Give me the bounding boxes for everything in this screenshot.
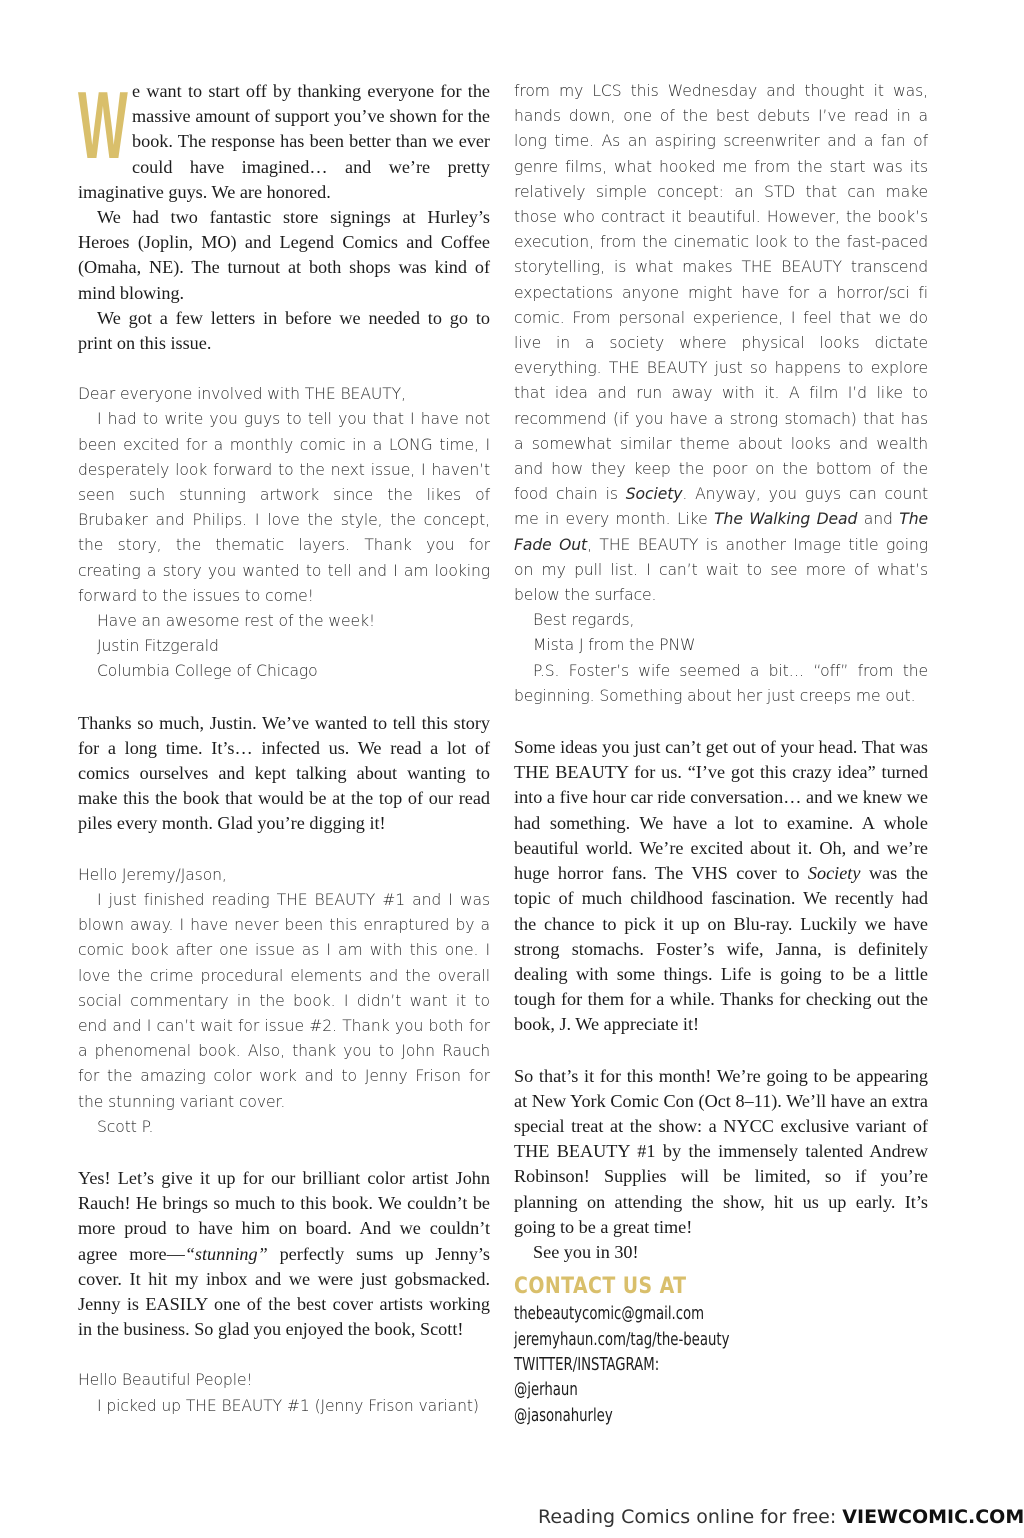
footer-text: Reading Comics online for free: — [538, 1506, 843, 1528]
contact-website: jeremyhaun.com/tag/the-beauty — [514, 1328, 730, 1350]
right-column — [514, 79, 928, 1428]
closing-paragraph: So that’s it for this month! We’re going to be appearing at New York Comic Con (Oct 8–11). We’ll have an extra special treat at the show: a NYCC exclusive variant of THE BEAUTY #1 by the immensely talented Andrew Robinson! Supplies will be limited, so if you’re planning on attending the show, hit us up early. It’s going to be a great time! — [514, 1065, 928, 1237]
letter-mista-j-start — [78, 1368, 490, 1418]
letter-salutation: Dear everyone involved with THE BEAUTY, — [78, 385, 406, 404]
letter-salutation: Hello Beautiful People! — [78, 1371, 253, 1390]
letter-justin — [78, 382, 490, 684]
intro-paragraph — [78, 72, 490, 205]
letter-salutation: Hello Jeremy/Jason, — [78, 865, 227, 884]
letter-mista-j-cont — [514, 79, 928, 709]
letter-body-start: I picked up THE BEAUTY #1 (Jenny Frison variant) — [97, 1396, 479, 1415]
contact-section — [514, 1273, 928, 1428]
intro-p1: e want to start off by thanking everyone for the massive amount of support you’ve shown for the book. The response has been better than we ever could have imagined… and we’re pretty imaginative guys. We are honored. — [78, 81, 490, 202]
closing-signoff: See you in 30! — [533, 1241, 639, 1262]
footer-brand: VIEWCOMIC.COM — [842, 1506, 1024, 1528]
letter-body: I just finished reading THE BEAUTY #1 and I was blown away. I have never been this enraptured by a comic book after one issue as I am with this one. I love the crime procedural elements and the overall social commentary in the book. I didn’t want it to end and I can’t wait for issue #2. Thank you both for a phenomenal book. Also, thank you to John Rauch for the amazing color work and to Jenny Frison for the stunning variant cover. — [78, 890, 490, 1111]
intro-p2: We had two fantastic store signings at Hurley’s Heroes (Joplin, MO) and Legend Comics and Coffee (Omaha, NE). The turnout at both shops was kind of mind blowing. — [78, 207, 490, 303]
contact-handle-jerhaun: @jerhaun — [514, 1379, 578, 1401]
letter-signature-affiliation: Columbia College of Chicago — [97, 662, 318, 681]
drop-cap: W — [78, 72, 128, 179]
contact-email: thebeautycomic@gmail.com — [514, 1303, 705, 1325]
reply-mista-j: Some ideas you just can’t get out of your head. That was THE BEAUTY for us. “I’ve got this crazy idea” turned into a five hour car ride conversation… and we knew we had something. We have a lot to examine. A whole beautiful world. We’re excited about it. Oh, and we’re huge horror fans. The VHS cover to Society was the topic of much childhood fascination. We recently had the chance to pick it up on Blu-ray. Luckily we have strong stomachs. Foster’s wife, Janna, is definitely dealing with some things. Life is going to be a little tough for them for a while. Thanks for checking out the book, J. We appreciate it! — [514, 737, 928, 1035]
intro-p3: We got a few letters in before we needed to go to print on this issue. — [78, 307, 490, 354]
letter-body: I had to write you guys to tell you that I have not been excited for a monthly comic in a LONG time, I desperately look forward to the next issue, I haven’t seen such stunning artwork since the likes of Brubaker and Philips. I love the style, the concept, the story, the thematic layers. Thank you for creating a story you wanted to tell and I am looking forward to the issues to come! — [78, 410, 490, 605]
reply-scott: Yes! Let’s give it up for our brilliant color artist John Rauch! He brings so much to this book. We couldn’t be more proud to have him on board. And we couldn’t agree more—“stunning” perfectly sums up Jenny’s cover. It hit my inbox and we were just gobsmacked. Jenny is EASILY one of the best cover artists working in the business. So glad you enjoyed the book, Scott! — [78, 1167, 490, 1340]
letter-body-cont: from my LCS this Wednesday and thought it was, hands down, one of the best debuts I’ve read in a long time. As an aspiring screenwriter and a fan of genre films, what hooked me from the start was its relatively simple concept: an STD that can make those who contract it beautiful. However, the book’s execution, from the cinematic look to the fast-paced storytelling, is what makes THE BEAUTY transcend expectations anyone might have for a horror/sci fi comic. From personal experience, I feel that we do live in a society where physical looks dictate everything. THE BEAUTY just so happens to explore that idea and run away with it. A film I’d like to recommend (if you have a strong stomach) that has a somewhat similar theme about looks and wealth and how they keep the poor on the bottom of the food chain is Society. Anyway, you guys can count me in every month. Like The Walking Dead and The Fade Out, THE BEAUTY is another Image title going on my pull list. I can’t wait to see more of what’s below the surface. — [514, 82, 929, 605]
reply-justin: Thanks so much, Justin. We’ve wanted to tell this story for a long time. It’s… infected us. We read a lot of comics ourselves and kept talking about wanting to make this the book that would be at the top of our read piles every month. Glad you’re digging it! — [78, 712, 490, 834]
letter-signature-name: Justin Fitzgerald — [97, 637, 219, 656]
letter-signature-name: Scott P. — [97, 1117, 154, 1136]
contact-handle-jasonahurley: @jasonahurley — [514, 1404, 613, 1426]
letter-closing: Have an awesome rest of the week! — [97, 612, 376, 631]
letter-signature-name: Mista J from the PNW — [533, 636, 696, 655]
footer-watermark — [538, 1506, 1024, 1528]
contact-social-label: TWITTER/INSTAGRAM: — [514, 1353, 660, 1375]
letter-closing: Best regards, — [533, 611, 635, 630]
left-column — [78, 72, 490, 1419]
letter-postscript: P.S. Foster’s wife seemed a bit… “off” from the beginning. Something about her just creeps me out. — [514, 661, 928, 705]
contact-heading: CONTACT US AT — [514, 1274, 687, 1300]
letter-scott — [78, 863, 490, 1140]
